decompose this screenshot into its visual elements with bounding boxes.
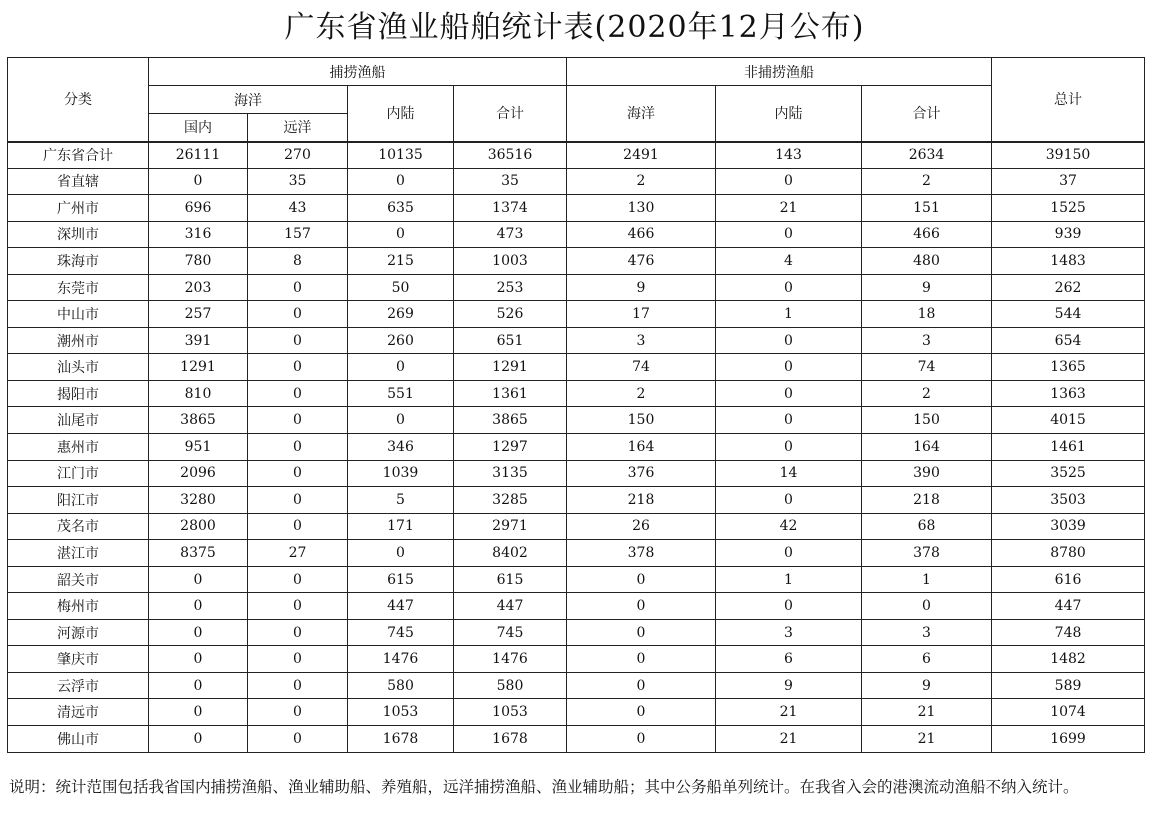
region-name-cell: 省直辖	[8, 168, 149, 195]
fishing-subtotal-cell: 473	[454, 221, 567, 248]
fishing-inland-cell: 551	[348, 380, 454, 407]
fishing-inland-cell: 0	[348, 354, 454, 381]
non-fishing-subtotal-cell: 0	[862, 593, 992, 620]
header-domestic: 国内	[149, 114, 248, 142]
fishing-ocean-distant-cell: 0	[248, 460, 348, 487]
fishing-ocean-domestic-cell: 2096	[149, 460, 248, 487]
non-fishing-ocean-cell: 0	[567, 646, 716, 673]
fishing-ocean-domestic-cell: 696	[149, 195, 248, 222]
non-fishing-subtotal-cell: 150	[862, 407, 992, 434]
fishing-ocean-domestic-cell: 0	[149, 168, 248, 195]
total-cell: 1483	[992, 248, 1145, 275]
fishing-subtotal-cell: 35	[454, 168, 567, 195]
table-row	[8, 327, 1145, 354]
fishing-inland-cell: 0	[348, 540, 454, 567]
non-fishing-subtotal-cell: 151	[862, 195, 992, 222]
non-fishing-ocean-cell: 2	[567, 380, 716, 407]
fishing-subtotal-cell: 1476	[454, 646, 567, 673]
total-cell: 8780	[992, 540, 1145, 567]
fishing-inland-cell: 615	[348, 566, 454, 593]
fishing-ocean-distant-cell: 0	[248, 434, 348, 461]
fishing-inland-cell: 1039	[348, 460, 454, 487]
non-fishing-inland-cell: 0	[716, 168, 862, 195]
non-fishing-inland-cell: 0	[716, 407, 862, 434]
header-distant-water: 远洋	[248, 114, 348, 142]
total-cell: 1525	[992, 195, 1145, 222]
fishing-subtotal-cell: 615	[454, 566, 567, 593]
fishing-ocean-domestic-cell: 257	[149, 301, 248, 328]
fishing-subtotal-cell: 1678	[454, 726, 567, 753]
non-fishing-ocean-cell: 74	[567, 354, 716, 381]
region-name-cell: 江门市	[8, 460, 149, 487]
fishing-subtotal-cell: 3865	[454, 407, 567, 434]
table-row	[8, 566, 1145, 593]
total-cell: 39150	[992, 142, 1145, 169]
non-fishing-subtotal-cell: 480	[862, 248, 992, 275]
non-fishing-subtotal-cell: 74	[862, 354, 992, 381]
non-fishing-inland-cell: 6	[716, 646, 862, 673]
table-row	[8, 221, 1145, 248]
fishing-ocean-distant-cell: 0	[248, 593, 348, 620]
region-name-cell: 阳江市	[8, 487, 149, 514]
total-cell: 939	[992, 221, 1145, 248]
fishing-inland-cell: 745	[348, 619, 454, 646]
fishing-ocean-distant-cell: 35	[248, 168, 348, 195]
total-cell: 1074	[992, 699, 1145, 726]
non-fishing-ocean-cell: 0	[567, 619, 716, 646]
non-fishing-inland-cell: 42	[716, 513, 862, 540]
total-cell: 262	[992, 274, 1145, 301]
fishing-subtotal-cell: 526	[454, 301, 567, 328]
fishing-inland-cell: 580	[348, 672, 454, 699]
non-fishing-subtotal-cell: 390	[862, 460, 992, 487]
fishing-ocean-distant-cell: 0	[248, 566, 348, 593]
non-fishing-subtotal-cell: 2	[862, 168, 992, 195]
fishing-inland-cell: 50	[348, 274, 454, 301]
region-name-cell: 广州市	[8, 195, 149, 222]
total-cell: 3525	[992, 460, 1145, 487]
non-fishing-inland-cell: 0	[716, 354, 862, 381]
region-name-cell: 深圳市	[8, 221, 149, 248]
non-fishing-subtotal-cell: 2634	[862, 142, 992, 169]
fishing-inland-cell: 1053	[348, 699, 454, 726]
table-row	[8, 248, 1145, 275]
region-name-cell: 惠州市	[8, 434, 149, 461]
table-row	[8, 460, 1145, 487]
region-name-cell: 茂名市	[8, 513, 149, 540]
non-fishing-subtotal-cell: 9	[862, 274, 992, 301]
region-name-cell: 河源市	[8, 619, 149, 646]
fishing-inland-cell: 1678	[348, 726, 454, 753]
header-category: 分类	[8, 58, 149, 142]
fishing-ocean-distant-cell: 8	[248, 248, 348, 275]
table-header	[8, 58, 1145, 142]
fishing-ocean-domestic-cell: 3280	[149, 487, 248, 514]
non-fishing-ocean-cell: 376	[567, 460, 716, 487]
non-fishing-subtotal-cell: 3	[862, 327, 992, 354]
fishing-ocean-domestic-cell: 3865	[149, 407, 248, 434]
header-fishing-inland: 内陆	[348, 86, 454, 142]
total-cell: 1699	[992, 726, 1145, 753]
fishing-ocean-domestic-cell: 0	[149, 699, 248, 726]
fishing-ocean-domestic-cell: 0	[149, 619, 248, 646]
fishing-inland-cell: 260	[348, 327, 454, 354]
non-fishing-ocean-cell: 3	[567, 327, 716, 354]
non-fishing-inland-cell: 21	[716, 726, 862, 753]
fishing-ocean-domestic-cell: 780	[149, 248, 248, 275]
fishing-subtotal-cell: 1003	[454, 248, 567, 275]
non-fishing-subtotal-cell: 378	[862, 540, 992, 567]
fishing-ocean-domestic-cell: 8375	[149, 540, 248, 567]
fishing-ocean-distant-cell: 43	[248, 195, 348, 222]
total-cell: 3039	[992, 513, 1145, 540]
fishing-ocean-distant-cell: 0	[248, 646, 348, 673]
header-non-fishing-vessels: 非捕捞渔船	[567, 58, 992, 86]
non-fishing-subtotal-cell: 2	[862, 380, 992, 407]
fishing-ocean-domestic-cell: 810	[149, 380, 248, 407]
fishing-subtotal-cell: 253	[454, 274, 567, 301]
non-fishing-inland-cell: 0	[716, 274, 862, 301]
non-fishing-ocean-cell: 0	[567, 726, 716, 753]
fishing-subtotal-cell: 1053	[454, 699, 567, 726]
fishing-ocean-domestic-cell: 0	[149, 726, 248, 753]
fishing-ocean-distant-cell: 0	[248, 726, 348, 753]
fishing-inland-cell: 269	[348, 301, 454, 328]
fishing-ocean-distant-cell: 0	[248, 699, 348, 726]
table-row	[8, 487, 1145, 514]
region-name-cell: 潮州市	[8, 327, 149, 354]
total-cell: 1365	[992, 354, 1145, 381]
fishing-ocean-domestic-cell: 26111	[149, 142, 248, 169]
total-cell: 1461	[992, 434, 1145, 461]
non-fishing-inland-cell: 0	[716, 434, 862, 461]
fishing-ocean-distant-cell: 0	[248, 354, 348, 381]
non-fishing-ocean-cell: 26	[567, 513, 716, 540]
table-row	[8, 540, 1145, 567]
fishing-subtotal-cell: 36516	[454, 142, 567, 169]
fishing-subtotal-cell: 1291	[454, 354, 567, 381]
fishing-ocean-distant-cell: 0	[248, 407, 348, 434]
non-fishing-ocean-cell: 2491	[567, 142, 716, 169]
total-cell: 447	[992, 593, 1145, 620]
total-cell: 544	[992, 301, 1145, 328]
total-cell: 748	[992, 619, 1145, 646]
header-fishing-ocean: 海洋	[149, 86, 348, 114]
non-fishing-ocean-cell: 164	[567, 434, 716, 461]
total-cell: 1482	[992, 646, 1145, 673]
table-row	[8, 672, 1145, 699]
fishing-ocean-domestic-cell: 316	[149, 221, 248, 248]
footnote: 说明：统计范围包括我省国内捕捞渔船、渔业辅助船、养殖船，远洋捕捞渔船、渔业辅助船；其中公务船单列统计。在我省入会的港澳流动渔船不纳入统计。	[9, 778, 1079, 796]
fishing-ocean-distant-cell: 0	[248, 672, 348, 699]
non-fishing-ocean-cell: 476	[567, 248, 716, 275]
header-fishing-subtotal: 合计	[454, 86, 567, 142]
table-row	[8, 593, 1145, 620]
non-fishing-inland-cell: 14	[716, 460, 862, 487]
non-fishing-subtotal-cell: 21	[862, 699, 992, 726]
region-name-cell: 肇庆市	[8, 646, 149, 673]
non-fishing-subtotal-cell: 6	[862, 646, 992, 673]
header-fishing-vessels: 捕捞渔船	[149, 58, 567, 86]
fishing-inland-cell: 1476	[348, 646, 454, 673]
table-row	[8, 380, 1145, 407]
header-non-fishing-ocean: 海洋	[567, 86, 716, 142]
fishing-ocean-domestic-cell: 2800	[149, 513, 248, 540]
page-title: 广东省渔业船舶统计表(2020年12月公布)	[284, 10, 865, 45]
fishing-subtotal-cell: 651	[454, 327, 567, 354]
table-row	[8, 699, 1145, 726]
non-fishing-inland-cell: 1	[716, 301, 862, 328]
non-fishing-inland-cell: 21	[716, 699, 862, 726]
non-fishing-ocean-cell: 9	[567, 274, 716, 301]
fishing-subtotal-cell: 2971	[454, 513, 567, 540]
non-fishing-ocean-cell: 0	[567, 699, 716, 726]
fishing-ocean-domestic-cell: 1291	[149, 354, 248, 381]
total-cell: 1363	[992, 380, 1145, 407]
non-fishing-inland-cell: 143	[716, 142, 862, 169]
fishing-subtotal-cell: 3135	[454, 460, 567, 487]
non-fishing-inland-cell: 0	[716, 221, 862, 248]
non-fishing-ocean-cell: 17	[567, 301, 716, 328]
fishing-inland-cell: 171	[348, 513, 454, 540]
fishing-ocean-domestic-cell: 0	[149, 672, 248, 699]
fishing-subtotal-cell: 745	[454, 619, 567, 646]
fishing-subtotal-cell: 3285	[454, 487, 567, 514]
non-fishing-ocean-cell: 130	[567, 195, 716, 222]
fishing-inland-cell: 5	[348, 487, 454, 514]
table-row	[8, 513, 1145, 540]
region-name-cell: 珠海市	[8, 248, 149, 275]
non-fishing-inland-cell: 0	[716, 380, 862, 407]
region-name-cell: 梅州市	[8, 593, 149, 620]
fishing-subtotal-cell: 447	[454, 593, 567, 620]
fishing-ocean-domestic-cell: 203	[149, 274, 248, 301]
total-cell: 4015	[992, 407, 1145, 434]
fishing-subtotal-cell: 580	[454, 672, 567, 699]
fishing-ocean-distant-cell: 0	[248, 487, 348, 514]
table-row	[8, 195, 1145, 222]
non-fishing-inland-cell: 0	[716, 487, 862, 514]
non-fishing-ocean-cell: 378	[567, 540, 716, 567]
fishing-inland-cell: 215	[348, 248, 454, 275]
table-row	[8, 619, 1145, 646]
non-fishing-inland-cell: 0	[716, 540, 862, 567]
table-row	[8, 301, 1145, 328]
non-fishing-inland-cell: 4	[716, 248, 862, 275]
fishing-ocean-domestic-cell: 0	[149, 593, 248, 620]
non-fishing-ocean-cell: 150	[567, 407, 716, 434]
region-name-cell: 湛江市	[8, 540, 149, 567]
fishing-ocean-domestic-cell: 0	[149, 566, 248, 593]
non-fishing-inland-cell: 1	[716, 566, 862, 593]
fishing-ocean-distant-cell: 0	[248, 274, 348, 301]
table-row	[8, 434, 1145, 461]
fishing-subtotal-cell: 1297	[454, 434, 567, 461]
fishing-ocean-domestic-cell: 951	[149, 434, 248, 461]
total-cell: 3503	[992, 487, 1145, 514]
region-name-cell: 清远市	[8, 699, 149, 726]
table-body	[8, 142, 1145, 753]
non-fishing-ocean-cell: 0	[567, 593, 716, 620]
fishing-inland-cell: 635	[348, 195, 454, 222]
non-fishing-ocean-cell: 466	[567, 221, 716, 248]
table-row	[8, 142, 1145, 169]
total-cell: 589	[992, 672, 1145, 699]
non-fishing-ocean-cell: 2	[567, 168, 716, 195]
region-name-cell: 中山市	[8, 301, 149, 328]
fishing-ocean-distant-cell: 0	[248, 619, 348, 646]
non-fishing-subtotal-cell: 218	[862, 487, 992, 514]
fishing-ocean-distant-cell: 0	[248, 301, 348, 328]
table-row	[8, 168, 1145, 195]
fishing-ocean-domestic-cell: 391	[149, 327, 248, 354]
table-row	[8, 354, 1145, 381]
table-row	[8, 726, 1145, 753]
fishing-inland-cell: 447	[348, 593, 454, 620]
table-row	[8, 646, 1145, 673]
fishing-subtotal-cell: 8402	[454, 540, 567, 567]
fishing-ocean-distant-cell: 27	[248, 540, 348, 567]
fishing-ocean-distant-cell: 0	[248, 380, 348, 407]
non-fishing-subtotal-cell: 21	[862, 726, 992, 753]
fishing-ocean-domestic-cell: 0	[149, 646, 248, 673]
region-name-cell: 韶关市	[8, 566, 149, 593]
non-fishing-inland-cell: 21	[716, 195, 862, 222]
non-fishing-inland-cell: 9	[716, 672, 862, 699]
region-name-cell: 云浮市	[8, 672, 149, 699]
fishing-inland-cell: 10135	[348, 142, 454, 169]
fishing-ocean-distant-cell: 0	[248, 513, 348, 540]
region-name-cell: 揭阳市	[8, 380, 149, 407]
fishing-inland-cell: 346	[348, 434, 454, 461]
fishing-ocean-distant-cell: 270	[248, 142, 348, 169]
fishing-ocean-distant-cell: 157	[248, 221, 348, 248]
fishing-inland-cell: 0	[348, 407, 454, 434]
fishing-subtotal-cell: 1361	[454, 380, 567, 407]
region-name-cell: 广东省合计	[8, 142, 149, 169]
fishing-subtotal-cell: 1374	[454, 195, 567, 222]
region-name-cell: 汕头市	[8, 354, 149, 381]
total-cell: 616	[992, 566, 1145, 593]
region-name-cell: 佛山市	[8, 726, 149, 753]
fishing-inland-cell: 0	[348, 221, 454, 248]
region-name-cell: 汕尾市	[8, 407, 149, 434]
header-total: 总计	[992, 58, 1145, 142]
non-fishing-ocean-cell: 218	[567, 487, 716, 514]
non-fishing-inland-cell: 0	[716, 327, 862, 354]
region-name-cell: 东莞市	[8, 274, 149, 301]
header-non-fishing-inland: 内陆	[716, 86, 862, 142]
table-row	[8, 274, 1145, 301]
header-non-fishing-subtotal: 合计	[862, 86, 992, 142]
table-row	[8, 407, 1145, 434]
total-cell: 37	[992, 168, 1145, 195]
non-fishing-ocean-cell: 0	[567, 672, 716, 699]
total-cell: 654	[992, 327, 1145, 354]
non-fishing-subtotal-cell: 164	[862, 434, 992, 461]
statistics-table	[7, 57, 1145, 753]
non-fishing-ocean-cell: 0	[567, 566, 716, 593]
non-fishing-inland-cell: 0	[716, 593, 862, 620]
fishing-ocean-distant-cell: 0	[248, 327, 348, 354]
non-fishing-subtotal-cell: 9	[862, 672, 992, 699]
non-fishing-inland-cell: 3	[716, 619, 862, 646]
non-fishing-subtotal-cell: 466	[862, 221, 992, 248]
non-fishing-subtotal-cell: 68	[862, 513, 992, 540]
non-fishing-subtotal-cell: 3	[862, 619, 992, 646]
non-fishing-subtotal-cell: 1	[862, 566, 992, 593]
non-fishing-subtotal-cell: 18	[862, 301, 992, 328]
fishing-inland-cell: 0	[348, 168, 454, 195]
